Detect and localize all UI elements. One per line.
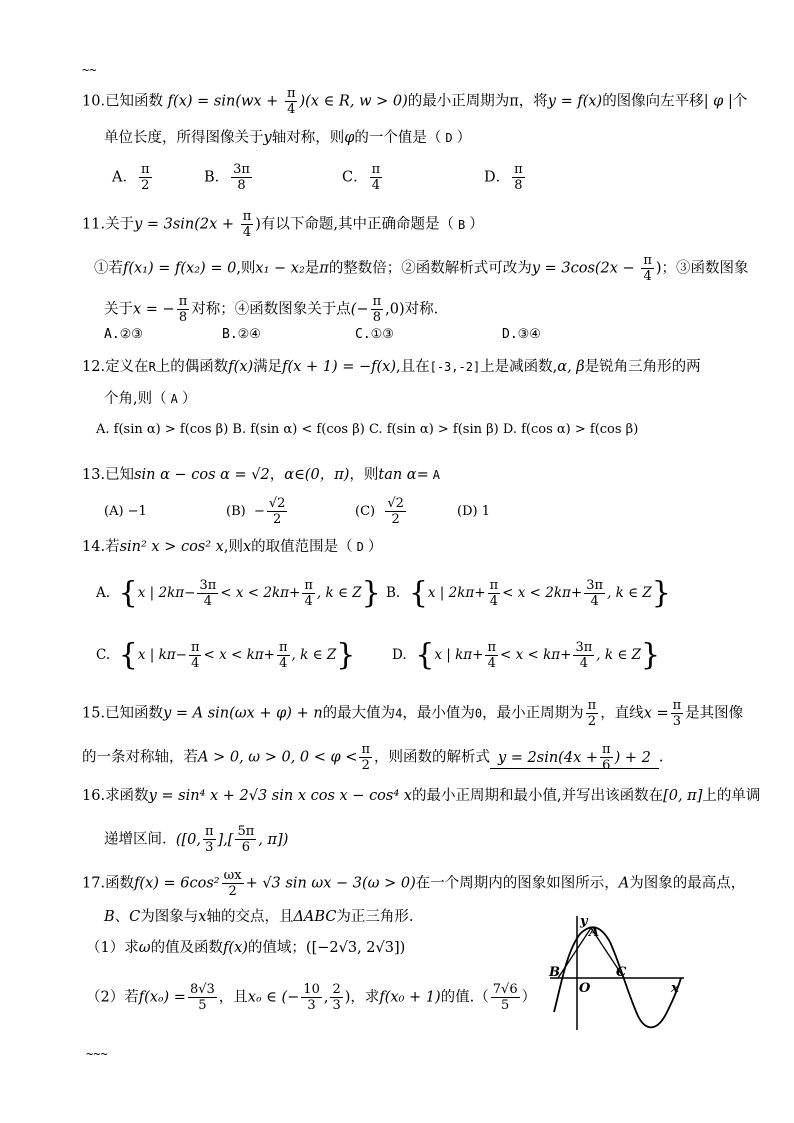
q13-option-d: (D) 1: [457, 504, 490, 519]
q12-answer: A: [170, 392, 178, 406]
q12-line2: 个角,则（ A ）: [104, 391, 197, 407]
q13-number: 13.: [82, 467, 106, 483]
q15-answer: y = 2sin(4x + $\frac{\pi}{6}$ ) + 2: [490, 750, 659, 769]
graph-triangle-ab: [558, 928, 591, 978]
q11-line2: ①若f(x₁) = f(x₂) = 0,则x₁ − x₂是π的整数倍；②函数解析式可改为y = 3cos(2x − $\frac{\pi}{4}$ )；③函数图象: [94, 253, 749, 284]
q10-answer: D: [445, 131, 453, 145]
q14-line1: 14.若sin² x > cos² x,则x的取值范围是（ D ）: [82, 539, 383, 555]
q17-number: 17.: [82, 875, 106, 892]
q13-option-b: (B) − $\frac{√2}{2}$: [226, 496, 286, 527]
q11-option-b: B.②④: [222, 327, 261, 342]
q12-number: 12.: [82, 359, 106, 375]
graph-label-x: x: [671, 981, 679, 996]
q17-line2: B、C为图象与x轴的交点，且ΔABC为正三角形.: [104, 909, 414, 925]
q16-line2: 递增区间. ([0, $\frac{\pi}{3}$ ],[ $\frac{5\pi}{6}$ , π]): [104, 824, 289, 855]
q14-option-d: D. {x | kπ+ $\frac{\pi}{4}$ < x < kπ+ $\frac{3\pi}{4}$ , k ∈ Z}: [392, 637, 661, 673]
q11-option-d: D.③④: [502, 327, 541, 342]
q13-option-a: (A) −1: [104, 504, 147, 519]
q15-line2: 的一条对称轴，若A > 0, ω > 0, 0 < φ < $\frac{\pi}{2}$ ，则函数的解析式 y = 2sin(4x + $\frac{\pi}{6}$ ) + 2 .: [82, 742, 664, 773]
q16-number: 16.: [82, 788, 106, 804]
q15-line1: 15.已知函数y = A sin(ωx + φ) + n的最大值为4，最小值为0，最小正周期为 $\frac{\pi}{2}$ ，直线x = $\frac{\pi}{3}$ 是其图像: [82, 698, 744, 729]
q11-option-c: C.①③: [355, 327, 394, 342]
q13-option-c: (C) $\frac{√2}{2}$: [355, 496, 404, 527]
q11-option-a: A.②③: [104, 327, 143, 342]
q17-line1: 17.函数f(x) = 6cos² $\frac{\omega x}{2}$ + √3 sin ωx − 3(ω > 0)在一个周期内的图象如图所示，A为图象的最高点，: [82, 868, 746, 899]
graph-label-c: C: [616, 965, 627, 980]
graph-label-a: A: [589, 925, 600, 940]
q12-options: A. f(sin α) > f(cos β) B. f(sin α) < f(cos β) C. f(sin α) > f(sin β) D. f(cos α) > f(cos β): [96, 422, 639, 437]
q13-answer: A: [432, 468, 440, 482]
q10-line1: 10.已知函数 f(x) = sin(wx + $\frac{\pi}{4}$ )(x ∈ R, w > 0)的最小正周期为π，将y = f(x)的图像向左平移| φ |个: [82, 86, 748, 117]
q14-option-b: B. {x | 2kπ+ $\frac{\pi}{4}$ < x < 2kπ+ $\frac{3\pi}{4}$ , k ∈ Z}: [386, 575, 671, 611]
header-mark: ~~: [82, 63, 97, 77]
graph-label-y: y: [580, 914, 588, 929]
q10-option-d: D． $\frac{\pi}{8}$: [484, 162, 523, 193]
q14-number: 14.: [82, 539, 106, 555]
q11-answer: B: [458, 217, 466, 232]
q11-line1: 11.关于y = 3sin(2x + $\frac{\pi}{4}$ )有以下命题,其中正确命题是（ B ）: [82, 209, 484, 240]
q15-number: 15.: [82, 705, 106, 722]
q16-line1: 16.求函数y = sin⁴ x + 2√3 sin x cos x − cos⁴ x的最小正周期和最小值,并写出该函数在[0, π]上的单调: [82, 788, 761, 804]
q10-number: 10.: [82, 93, 106, 110]
q16-answer: ([0, $\frac{\pi}{3}$ ],[ $\frac{5\pi}{6}$ , π]): [175, 824, 289, 855]
q17-part1: （1）求ω的值及函数f(x)的值域；([−2√3, 2√3]): [86, 940, 406, 956]
graph-label-b: B: [549, 965, 560, 980]
q17-graph: [544, 912, 690, 1034]
q10-fraction: $\frac{\pi}{4}$: [286, 86, 296, 117]
graph-label-o: O: [579, 981, 591, 996]
q17-part2: （2）若f(xₒ) = $\frac{8√3}{5}$ ，且xₒ ∈ (− $\frac{10}{3}$ , $\frac{2}{3}$ )，求f(x₀ + 1)的值.（ $\frac{7√6}{5}$ ）: [86, 982, 537, 1013]
q10-option-c: C． $\frac{\pi}{4}$: [342, 162, 381, 193]
q10-line2: 单位长度，所得图像关于y轴对称，则φ的一个值是（ D ）: [104, 130, 472, 146]
q14-option-c: C. {x | kπ− $\frac{\pi}{4}$ < x < kπ+ $\frac{\pi}{4}$ , k ∈ Z}: [96, 637, 356, 673]
q10-option-b: B． $\frac{3\pi}{8}$: [204, 162, 250, 193]
q14-option-a: A. {x | 2kπ− $\frac{3\pi}{4}$ < x < 2kπ+ $\frac{\pi}{4}$ , k ∈ Z}: [96, 575, 381, 611]
footer-mark: ~~~: [86, 1047, 108, 1061]
q14-answer: D: [356, 540, 364, 554]
q13-line1: 13.已知sin α − cos α = √2，α∈(0，π)，则tan α= A: [82, 465, 444, 485]
q12-line1: 12.定义在R上的偶函数f(x)满足f(x + 1) = −f(x),且在[-3,-2]上是减函数,α, β是锐角三角形的两: [82, 359, 701, 375]
q11-line3: 关于x = − $\frac{\pi}{8}$ 对称；④函数图象关于点(− $\frac{\pi}{8}$ ,0)对称.: [104, 294, 439, 325]
q11-number: 11.: [82, 216, 106, 233]
q10-option-a: A． $\frac{\pi}{2}$: [112, 162, 150, 193]
